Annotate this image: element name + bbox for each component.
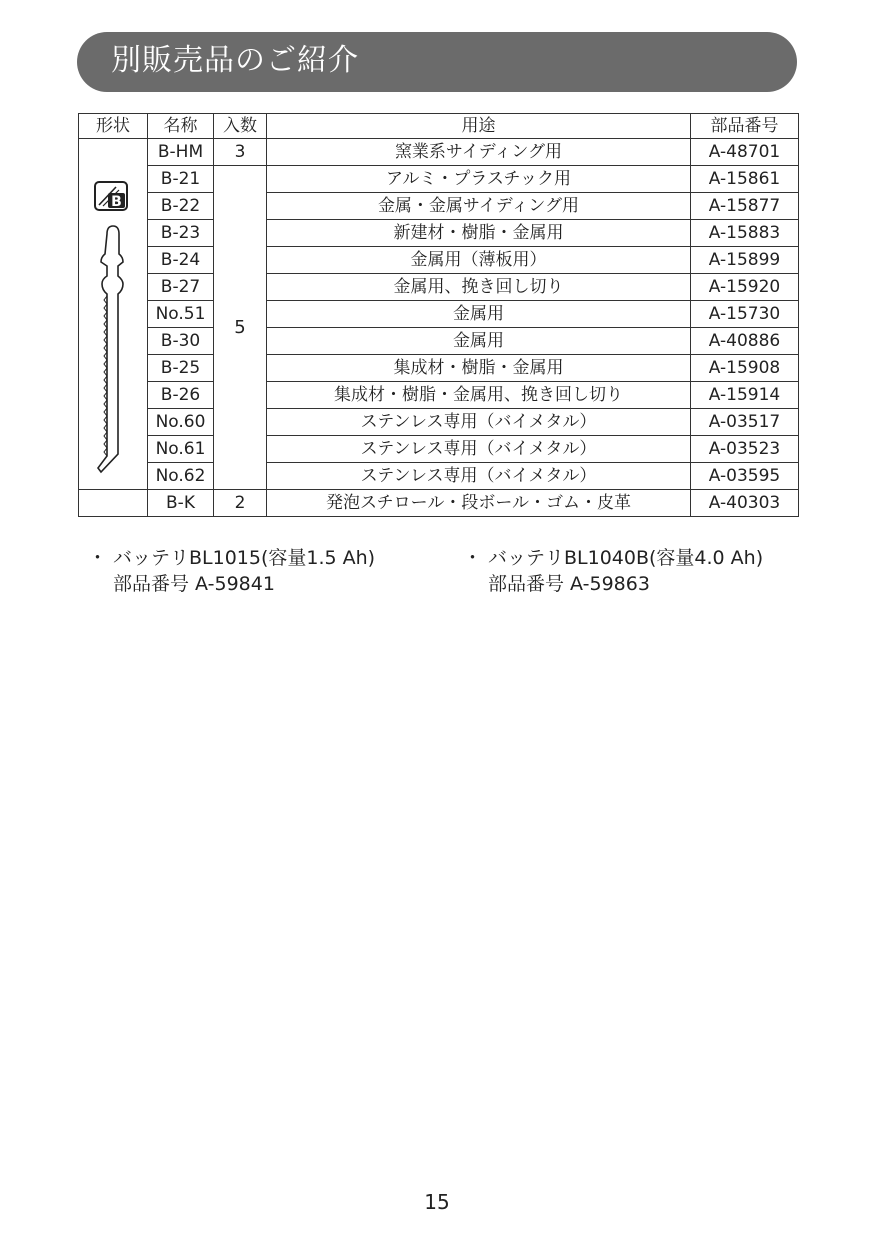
row-usage: 金属用（薄板用） [267, 247, 691, 274]
row-part-number: A-03595 [691, 463, 799, 490]
row-part-number: A-15899 [691, 247, 799, 274]
row-usage: アルミ・プラスチック用 [267, 166, 691, 193]
jigsaw-blade-icon [93, 224, 133, 479]
row-part-number: A-03523 [691, 436, 799, 463]
battery-part-number: 部品番号 A-59863 [488, 573, 650, 595]
table-row [79, 301, 799, 328]
header-name: 名称 [148, 114, 214, 139]
table-row [79, 166, 799, 193]
row-part-number: A-15730 [691, 301, 799, 328]
table-row [79, 193, 799, 220]
row-name: B-22 [148, 193, 214, 220]
bullet: ・ [88, 547, 108, 569]
row-part-number: A-48701 [691, 139, 799, 166]
badge-letter: B [111, 194, 122, 210]
row-name: No.62 [148, 463, 214, 490]
row-part-number: A-15883 [691, 220, 799, 247]
row-usage: 集成材・樹脂・金属用 [267, 355, 691, 382]
shape-cell-empty [79, 490, 148, 517]
row-part-number: A-03517 [691, 409, 799, 436]
bullet: ・ [463, 547, 483, 569]
accessories-table [78, 113, 799, 517]
table-row [79, 328, 799, 355]
row-part-number: A-15920 [691, 274, 799, 301]
row-qty: 3 [214, 139, 267, 166]
row-name: B-26 [148, 382, 214, 409]
row-usage: 発泡スチロール・段ボール・ゴム・皮革 [267, 490, 691, 517]
header-shape: 形状 [79, 114, 148, 139]
table-row [79, 490, 799, 517]
battery-name: バッテリBL1040B(容量4.0 Ah) [488, 547, 764, 569]
row-name: B-23 [148, 220, 214, 247]
blade-type-b-icon [94, 181, 128, 211]
row-name: No.60 [148, 409, 214, 436]
row-usage: ステンレス専用（バイメタル） [267, 409, 691, 436]
battery-note-1 [88, 545, 376, 597]
battery-name: バッテリBL1015(容量1.5 Ah) [113, 547, 376, 569]
battery-part-number: 部品番号 A-59841 [113, 573, 275, 595]
row-name: B-27 [148, 274, 214, 301]
row-name: No.51 [148, 301, 214, 328]
header-qty: 入数 [214, 114, 267, 139]
table-row [79, 220, 799, 247]
row-part-number: A-40886 [691, 328, 799, 355]
row-qty: 2 [214, 490, 267, 517]
row-usage: 金属・金属サイディング用 [267, 193, 691, 220]
row-usage: 新建材・樹脂・金属用 [267, 220, 691, 247]
shape-cell [79, 139, 148, 490]
table-row [79, 139, 799, 166]
row-usage: 金属用、挽き回し切り [267, 274, 691, 301]
row-name: B-K [148, 490, 214, 517]
row-part-number: A-15914 [691, 382, 799, 409]
row-usage: 金属用 [267, 328, 691, 355]
table-row [79, 382, 799, 409]
page-number: 15 [424, 1190, 450, 1214]
row-usage: ステンレス専用（バイメタル） [267, 436, 691, 463]
row-name: No.61 [148, 436, 214, 463]
row-part-number: A-15861 [691, 166, 799, 193]
group-qty: 5 [214, 166, 267, 490]
row-name: B-21 [148, 166, 214, 193]
table-row [79, 436, 799, 463]
row-name: B-25 [148, 355, 214, 382]
section-title-bar [77, 32, 797, 92]
row-usage: 金属用 [267, 301, 691, 328]
row-part-number: A-15877 [691, 193, 799, 220]
row-name: B-HM [148, 139, 214, 166]
page-title: 別販売品のご紹介 [111, 43, 359, 78]
table-header-row [79, 114, 799, 139]
header-part-number: 部品番号 [691, 114, 799, 139]
row-usage: 集成材・樹脂・金属用、挽き回し切り [267, 382, 691, 409]
row-part-number: A-15908 [691, 355, 799, 382]
table-row [79, 355, 799, 382]
header-usage: 用途 [267, 114, 691, 139]
battery-note-2 [463, 545, 764, 597]
row-name: B-30 [148, 328, 214, 355]
table-row [79, 463, 799, 490]
table-row [79, 274, 799, 301]
row-name: B-24 [148, 247, 214, 274]
row-usage: ステンレス専用（バイメタル） [267, 463, 691, 490]
table-row [79, 247, 799, 274]
table-row [79, 409, 799, 436]
row-usage: 窯業系サイディング用 [267, 139, 691, 166]
row-part-number: A-40303 [691, 490, 799, 517]
